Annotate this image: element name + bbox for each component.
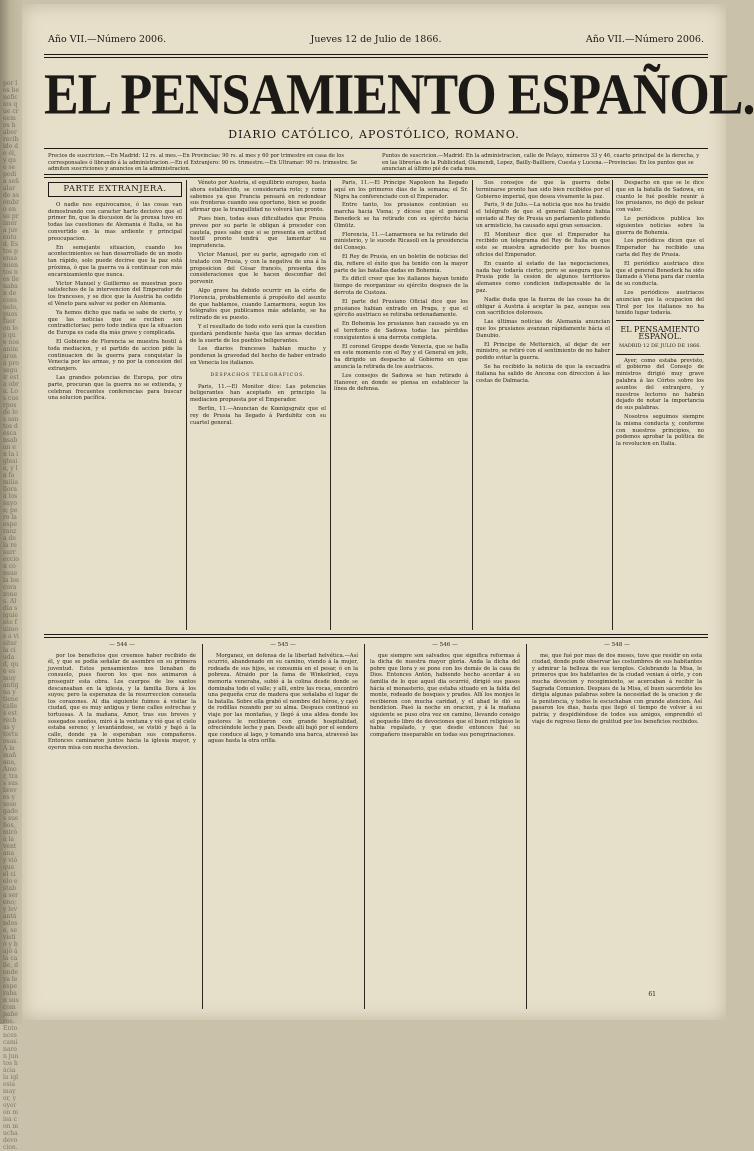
newspaper-page — [22, 4, 754, 1020]
news-columns — [22, 180, 726, 630]
column-4 — [476, 180, 610, 630]
spine-bleed-text — [3, 80, 20, 1151]
article-paragraph: El Principe de Metternich, al dejar de ser ministro, se retiró con el sentimiento de no haber podido evitar la guerra. — [476, 341, 610, 362]
feuilleton-column-2 — [208, 642, 358, 1002]
article-paragraph: Nosotros seguimos siempre la misma conducta y, conforme con nuestros principios, no podemos aprobar la política de la revolucion en Italia. — [616, 413, 704, 448]
subscription-points: Puntos de suscricion.—Madrid: En la administracion, calle de Pelayo, números 33 y 46, cuarto principal de la derecha, y en las librerías de la Publicidad, Olamendi, Lopez, Bailly-Bailliere, Cuesta y Lucena.—Provincias: En los puntos que se anuncian al último pié de cada mes. — [382, 153, 700, 173]
masthead-rule — [44, 148, 708, 149]
info-rule — [44, 174, 708, 175]
feuilleton-page-number: — 546 — — [432, 642, 458, 648]
feuilleton-rule-thin — [44, 637, 708, 638]
article-paragraph: Véneto por Austria, el equilibrio europeo, hasta ahora establecido, se consideraria roto; y como sabemos ya que Francia pensará en redondear sus fronteras cuando sea oportuno, bien se puede afirmar que la tranquilidad no volverá tan pronto. — [190, 180, 326, 214]
article-paragraph: Berlin, 11.—Anuncian de Kœnigsgratz que el rey de Prusia ha llegado á Pardubitz con su cuartel general. — [190, 405, 326, 426]
section-rule — [616, 320, 704, 321]
section-paper-date: MADRID 12 DE JULIO DE 1866. — [618, 342, 702, 349]
feuilleton-text: me, que fué por mas de dos meses, tuve que residir en esta ciudad, donde pude observar las costumbres de sus habitantes y admirar la belleza de sus templos. Celebrando la Misa, le primeros que los habitantes de la ciudad venian á oirle, y con mucha devocion y recogimiento, se acercaban á recibir la Sagrada Comunion. Despues de la Misa, el buen sacerdote les dirigia algunas palabras sobre la necesidad de la oracion y de la penitencia, y todos le escuchaban con grande atencion. Así pasaron los dias, hasta que llegó el tiempo de volver á su patria; y despidiéndose de todos sus amigos, emprendió el viaje de regreso lleno de gratitud por los beneficios recibidos. — [532, 652, 702, 725]
article-paragraph: El periódico austriaco dice que el general Benedeck ha sido llamado á Viena para dar cuenta de su conducta. — [616, 260, 704, 288]
subscription-prices: Precios de suscricion.—En Madrid: 12 rs. al mes.—En Provincias: 90 rs. al mes y 60 por trimestre en casa de los corresponsales ó librando á la administracion.—En el Extranjero: 90 rs. trimestre.—En Ultramar: 90 rs. trimestre. Se admiten suscriciones y anuncios en la administracion. — [48, 153, 358, 173]
header-right-issue: Año VII.—Número 2006. — [585, 34, 704, 45]
article-paragraph: Y el resultado de todo esto será que la cuestion quedará pendiente hasta que las armas decidan de la suerte de los pueblos beligerantes. — [190, 323, 326, 344]
article-paragraph: Los periódicos dicen que el Emperador ha recibido una carta del Rey de Prusia. — [616, 238, 704, 258]
column-3 — [334, 180, 468, 630]
info-rule-thin — [44, 177, 708, 178]
column-2 — [190, 180, 326, 630]
article-paragraph: El coronel Groppe desde Venecia, que se halla en este momento con el Rey y el General en jefe, ha dirigido un despacho al Gobierno en que anuncia la retirada de los austriacos. — [334, 343, 468, 370]
article-paragraph: Los consejos de Sadowa se han retirado á Hanover, en donde se piensa en establecer la línea de defensa. — [334, 372, 468, 393]
section-paper-title: EL PENSAMIENTO ESPAÑOL. — [620, 325, 700, 341]
header-left-issue: Año VII.—Número 2006. — [48, 34, 167, 45]
feuilleton-text: por los beneficios que creemos haber recibido de él, y que se podia señalar de asombro en su primera juventud. Estos pensamientos nos llenaban de consuelo, pues fueron los que nos animaron á proseguir esta obra. Los cuerpos de los santos descansaban en la iglesia, y la familia llora á los suyos; pero la esperanza de la resurreccion consuela los corazones. Al dia siguiente fuimos á visitar la ciudad, que es muy antigua y tiene calles estrechas y tortuosas. A la mañana, Amor, tras sus breves y sosegados sueños, miró á la ventana y vió que el cielo estaba sereno; y levantándose, se vistió y bajó á la calle, donde ya le esperaban sus compañeros. Entonces caminaron juntos hácia la iglesia mayor, y oyeron misa con mucha devocion. — [48, 652, 196, 751]
article-paragraph: El Rey de Prusia, en un boletin de noticias del dia, refiere el éxito que ha tenido con la mayor parte de las batallas dadas en Bohemia. — [334, 253, 468, 274]
feuilleton-column-4 — [532, 642, 702, 1002]
section-rule — [616, 354, 704, 355]
article-paragraph: Paris, 11.—El Monitor dice: Las potencias beligerantes han aceptado en principio la mediacion propuesta por el Emperador. — [190, 383, 326, 404]
article-paragraph: Ayer, como estaba previsto, el gobierno del Consejo de ministros dirigió muy grave palabra á las Córtes sobre los asuntos del extranjero, y nuestros lectores no habrán dejado de notar la importancia de sus palabras. — [616, 357, 704, 412]
column-5 — [616, 180, 704, 630]
section-telegraph-title: DESPACHOS TELEGRÁFICOS. — [210, 372, 306, 378]
article-paragraph: Florencia, 11.—Lamarmora se ha retirado del ministerio, y le sucede Ricasoli en la presidencia del Consejo. — [334, 231, 468, 252]
article-paragraph: Lo periódicos publica los siguientes noticias sobre la guerra de Bohemia. — [616, 215, 704, 236]
article-paragraph: Las últimas noticias de Alemania anuncian que los prusianos avanzan rápidamente hácia el Danubio. — [476, 319, 610, 339]
article-paragraph: Sus consejos de que la guerra debe terminarse pronto han sido bien recibidos por el Gobierno imperial, que desea vivamente la paz. — [476, 180, 610, 200]
feuilleton — [22, 642, 726, 1010]
column-1 — [48, 180, 182, 630]
feuilleton-page-number: — 545 — — [270, 642, 296, 648]
section-foreign-title: PARTE EXTRANJERA. — [48, 182, 182, 197]
article-paragraph: El Gobierno de Florencia se muestra hostil á toda mediacion, y el partido de accion pide la continuacion de la guerra para conquistar la Venecia por las armas, y no por la concesion del extranjero. — [48, 338, 182, 373]
article-paragraph: Algo grave ha debido ocurrir en la córte de Florencia, probablemente á propósito del asunto de que hablamos, cuando Lamarmora, segun los telégrafos que publicamos más adelante, se ha retirado de su puesto. — [190, 287, 326, 322]
article-paragraph: Es dificil creer que los italianos hayan tenido tiempo de reorganizar su ejército despues de la derrota de Custoza. — [334, 276, 468, 296]
article-paragraph: Nadie duda que la fuerza de las cosas ha de obligar á Austria á aceptar la paz, aunque sea con sacrificios dolorosos. — [476, 296, 610, 317]
header-line — [48, 34, 704, 50]
article-paragraph: Los periódicos austriacos anuncian que la ocupacion del Tirol por los italianos no ha tenido lugar todavía. — [616, 289, 704, 317]
feuilleton-column-3 — [370, 642, 520, 1002]
article-paragraph: Ya hemos dicho que nada se sabe de cierto, y que las noticias que se reciben son contradictorias; pero todo indica que la situacion de Europa es cada dia más grave y complicada. — [48, 309, 182, 337]
header-rule-thin — [44, 57, 708, 58]
spine-fragment: por los beneficios que creemos haber recibido de él, y que se podia señalar de asombro en su primera juventud. Estos pensamientos nos llenaban de consuelo, pues fueron los que nos animaron á proseguir esta obra. Los cuerpos de los santos descansaban en la iglesia, y la familia llora á los suyos; pero la esperanza de la resurreccion consuela los corazones. Al dia siguiente fuimos á visitar la ciudad, que es muy antigua y tiene calles estrechas y tortuosas. A la mañana, Amor, tras sus breves y sosegados sueños, miró á la ventana y vió que el cielo estaba sereno; y levantándose, se vistió y bajó á la calle, donde ya le esperaban sus compañeros. Entonces caminaron juntos hácia la iglesia mayor, y oyeron misa con mucha devocion. — [3, 80, 20, 1151]
article-paragraph: Las grandes potencias de Europa, por otra parte, procuran que la guerra no se extienda, y celebran frecuentes conferencias para buscar una solucion pacífica. — [48, 374, 182, 402]
binding-spine — [0, 0, 22, 1151]
article-paragraph: En cuanto al estado de las negociaciones, nada hay todavía cierto; pero se asegura que la Prusia pide la cesion de algunos territorios alemanes como condicion indispensable de la paz. — [476, 260, 610, 294]
feuilleton-text: Morganez, en defensa de la libertad helvética.—Así ocurrió, abandonado en su camino, viendo á la mujer, rodeada de sus hijos, se consumia en el pesar, ó en la pobreza. Atraido por la fama de Winkelried, cuya memoria veneraba, subió á la colina desde donde se dominaba todo el valle; y allí, entre las rocas, encontró una pequeña cruz de madera que señalaba el lugar de la batalla. Sobre ella grabó el nombre del héroe, y cayó de rodillas rezando por su alma. Despues continuó su viaje por las montañas, y llegó á una aldea donde los pastores le recibieron con grande hospitalidad, ofreciéndole leche y pan. Desde allí bajó por el sendero que conduce al lago, y tomando una barca, atravesó las aguas hasta la otra orilla. — [208, 652, 358, 745]
article-paragraph: Se ha recibido la noticia de que la escuadra italiana ha salido de Ancona con direccion á las costas de Dalmacia. — [476, 363, 610, 384]
article-paragraph: En semejante situacion, cuando los acontecimientos se han desarrollado de un modo tan rápido, solo puede decirse que la paz está próxima, ó que la guerra va á continuar con más encarnizamiento que nunca. — [48, 244, 182, 278]
masthead-subtitle: DIARIO CATÓLICO, APOSTÓLICO, ROMANO. — [228, 128, 520, 141]
article-paragraph: Paris, 11.—El Príncipe Napoleon ha llegado aquí en los primeros dias de la semana; el Sr. Nigra ha conferenciado con el Emperador. — [334, 180, 468, 200]
article-paragraph: Victor Manuel y Guillermo se muestran poco satisfechos de la intervencion del Emperador de los franceses, y se dice que la Austria ha cedido el Véneto para salvar su poder en Alemania. — [48, 280, 182, 307]
article-paragraph: En Bohemia los prusianos han causado ya en el territorio de Sadowa todas las pérdidas consiguientes á una derrota completa. — [334, 321, 468, 341]
article-paragraph: Entre tanto, los prusianos continúan su marcha hacia Viena; y dícese que el general Benedeck se ha retirado con su ejército hácia Olmütz. — [334, 202, 468, 229]
feuilleton-rule — [44, 634, 708, 635]
sheet-number: 61 — [648, 991, 656, 998]
masthead-title: EL PENSAMIENTO ESPAÑOL. — [44, 63, 754, 127]
article-paragraph: Despacho en que se le dice que en la batalla de Sadowa, en cuanto le fué posible reunir á los prusianos, no dejó de pelear con valor. — [616, 180, 704, 214]
article-paragraph: El parte del Prusiano Oficial dice que los prusianos habian entrado en Praga, y que el ejército austriaco se retiraba ordenadamente. — [334, 298, 468, 319]
article-paragraph: El Moniteur dice que el Emperador ha recibido un telegrama del Rey de Italia en que este se muestra agradecido por los buenos oficios del Emperador. — [476, 231, 610, 258]
article-paragraph: Pues bien, todas esas dificultades que Prusia prevee por su parte le obligan á proceder con cautela, pues sabe que si se presenta en actitud hostil pronto tendrá que lamentar su imprudencia. — [190, 215, 326, 250]
feuilleton-page-number: — 548 — — [604, 642, 630, 648]
feuilleton-column-1 — [48, 642, 196, 1002]
header-date: Jueves 12 de Julio de 1866. — [310, 34, 442, 45]
feuilleton-text: que siempre son salvados; que significa reformas á la dicha de nuestra mayor gloria. Anda la dicha del pobre que llora y se pone con los demás de la casa de Dios. Entonces Antón, habiendo hecho acordar á su familia de lo que aquel dia ocurrió, dirigió sus pasos hácia el monasterio, que estaba situado en la falda del monte, rodeado de bosques y prados. Allí los monjes le recibieron con mucha caridad, y el abad le dió su bendicion. Pasó la noche en oracion, y á la mañana siguiente se puso otra vez en camino, llevando consigo el pequeño libro de devociones que el buen religioso le habia regalado, y que desde entonces fué su compañero inseparable en todas sus peregrinaciones. — [370, 652, 520, 738]
feuilleton-page-number: — 544 — — [109, 642, 135, 648]
article-paragraph: Paris, 9 de Julio.—La noticia que nos ha traido el telégrafo de que el general Gablenz habia enviado al Rey de Prusia un parlamento pidiendo un armisticio, ha causado aquí gran sensacion. — [476, 202, 610, 229]
article-paragraph: Victor Manuel, por su parte, agregado con el tratado con Prusia, y con la negativa de una á la proposicion del César francés, presenta dos consideraciones que le hacen desconfiar del porvenir. — [190, 251, 326, 286]
article-paragraph: O nadie nos equivocamos, ó las cosas van demostrando con caracter harto decisivo que el primer fin, que la discusion de la prensa tuvo en todas las cuestiones de Alemania é Italia, se ha convertido en la mas ardiente y principal preocupacion. — [48, 201, 182, 242]
header-rule — [44, 54, 708, 55]
article-paragraph: Los diarios franceses hablan mucho y ponderan la gravedad del hecho de haber entrado en Venecia los italianos. — [190, 346, 326, 366]
